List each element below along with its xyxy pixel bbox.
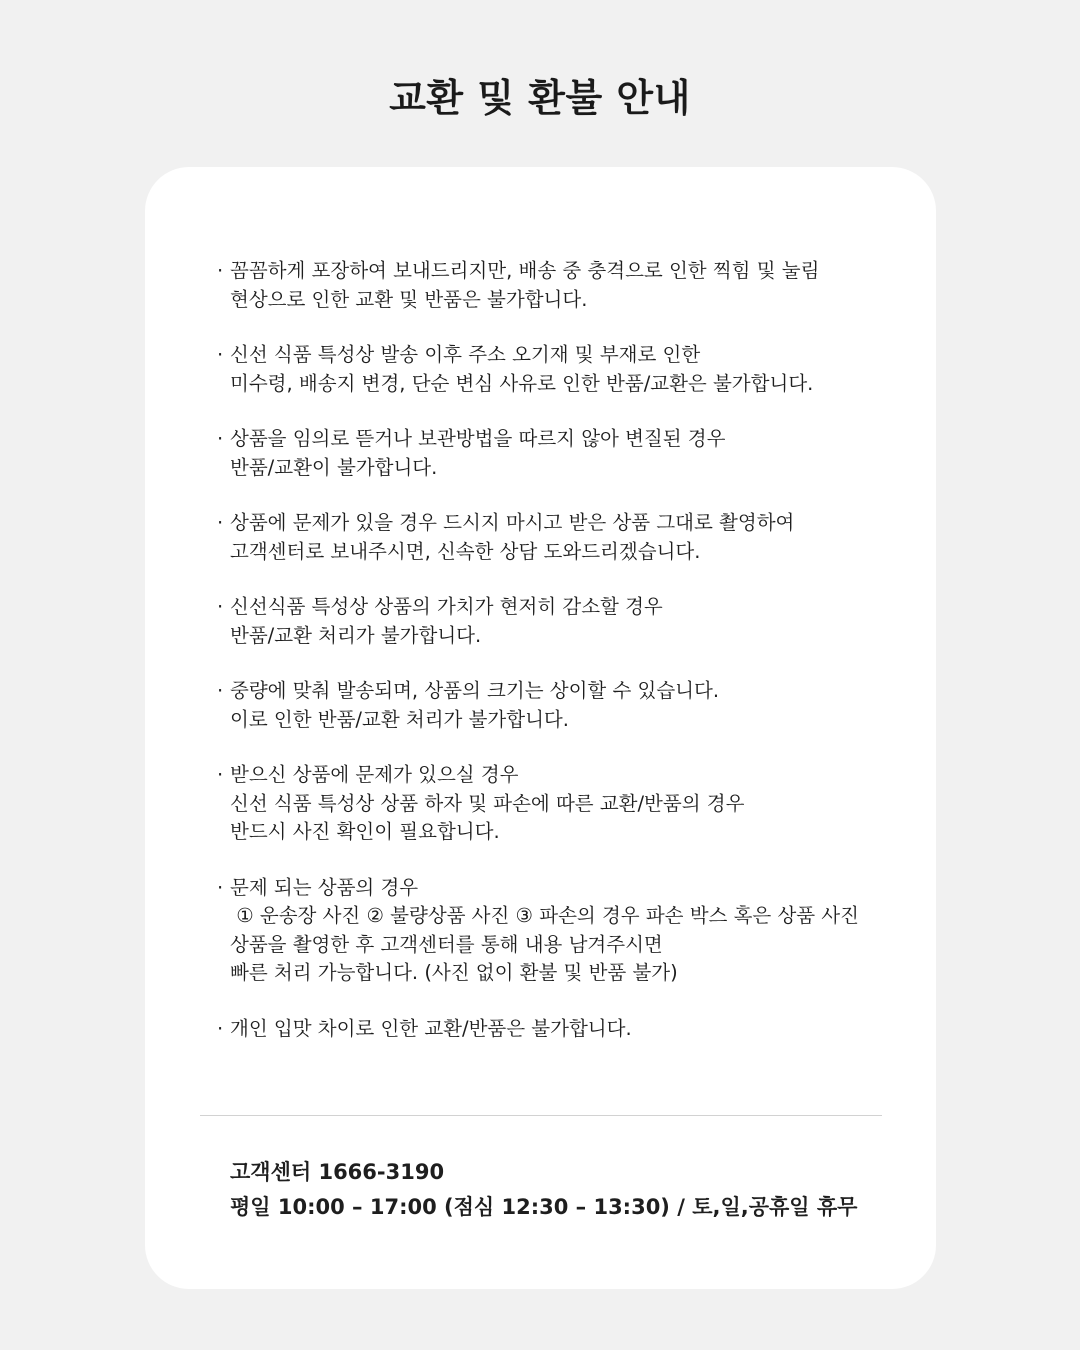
notice-line: 상품을 임의로 뜯거나 보관방법을 따르지 않아 변질된 경우 — [230, 427, 726, 450]
notice-line: 문제 되는 상품의 경우 — [230, 875, 419, 899]
notice-text — [230, 677, 907, 734]
bullet-mark: · — [217, 875, 224, 899]
notice-item — [217, 1015, 907, 1044]
notice-list — [217, 257, 907, 1070]
notice-line: 받으신 상품에 문제가 있으실 경우 — [230, 763, 519, 786]
notice-item — [217, 341, 907, 398]
notice-line: 현상으로 인한 교환 및 반품은 불가합니다. — [230, 287, 588, 311]
bullet-mark: · — [217, 763, 224, 786]
notice-line: 상품을 촬영한 후 고객센터를 통해 내용 남겨주시면 — [230, 932, 663, 956]
notice-line: 상품에 문제가 있을 경우 드시지 마시고 받은 상품 그대로 촬영하여 — [230, 511, 795, 534]
notice-text — [230, 425, 907, 482]
notice-line: 신선식품 특성상 상품의 가치가 현저히 감소할 경우 — [230, 595, 663, 618]
bullet-mark: · — [217, 595, 224, 618]
notice-line: 반품/교환 처리가 불가합니다. — [230, 623, 482, 647]
notice-line: 신선 식품 특성상 상품 하자 및 파손에 따른 교환/반품의 경우 — [230, 791, 745, 815]
notice-line: 미수령, 배송지 변경, 단순 변심 사유로 인한 반품/교환은 불가합니다. — [230, 371, 814, 395]
notice-text — [230, 341, 907, 398]
bullet-mark: · — [217, 1016, 224, 1040]
notice-item — [217, 593, 907, 650]
notice-line: 중량에 맞춰 발송되며, 상품의 크기는 상이할 수 있습니다. — [230, 679, 720, 702]
notice-line: 신선 식품 특성상 발송 이후 주소 오기재 및 부재로 인한 — [230, 343, 701, 366]
divider — [200, 1115, 882, 1116]
bullet-mark: · — [217, 343, 224, 366]
notice-line: 개인 입맛 차이로 인한 교환/반품은 불가합니다. — [230, 1016, 632, 1040]
notice-line: ① 운송장 사진 ② 불량상품 사진 ③ 파손의 경우 파손 박스 혹은 상품 사진 — [230, 904, 859, 927]
notice-line: 빠른 처리 가능합니다. (사진 없이 환불 및 반품 불가) — [230, 961, 678, 984]
bullet-mark: · — [217, 511, 224, 534]
notice-item — [217, 761, 907, 847]
notice-text — [230, 1015, 907, 1044]
notice-item — [217, 509, 907, 566]
customer-center-phone: 고객센터 1666-3190 — [230, 1160, 445, 1184]
notice-line: 꼼꼼하게 포장하여 보내드리지만, 배송 중 충격으로 인한 찍힘 및 눌림 — [230, 259, 820, 282]
notice-item — [217, 257, 907, 314]
notice-text — [230, 874, 907, 988]
notice-line: 반품/교환이 불가합니다. — [230, 455, 438, 479]
contact-info — [230, 1155, 910, 1225]
notice-line: 고객센터로 보내주시면, 신속한 상담 도와드리겠습니다. — [230, 539, 701, 563]
business-hours: 평일 10:00 – 17:00 (점심 12:30 – 13:30) / 토,일,공휴일 휴무 — [230, 1195, 858, 1219]
notice-line: 반드시 사진 확인이 필요합니다. — [230, 820, 500, 843]
notice-item — [217, 874, 907, 988]
page-title: 교환 및 환불 안내 — [389, 76, 691, 120]
notice-item — [217, 425, 907, 482]
notice-text — [230, 593, 907, 650]
notice-line: 이로 인한 반품/교환 처리가 불가합니다. — [230, 707, 569, 731]
notice-text — [230, 761, 907, 847]
notice-text — [230, 257, 907, 314]
bullet-mark: · — [217, 259, 224, 282]
bullet-mark: · — [217, 427, 224, 450]
notice-text — [230, 509, 907, 566]
bullet-mark: · — [217, 679, 224, 702]
notice-card — [145, 167, 936, 1289]
notice-item — [217, 677, 907, 734]
